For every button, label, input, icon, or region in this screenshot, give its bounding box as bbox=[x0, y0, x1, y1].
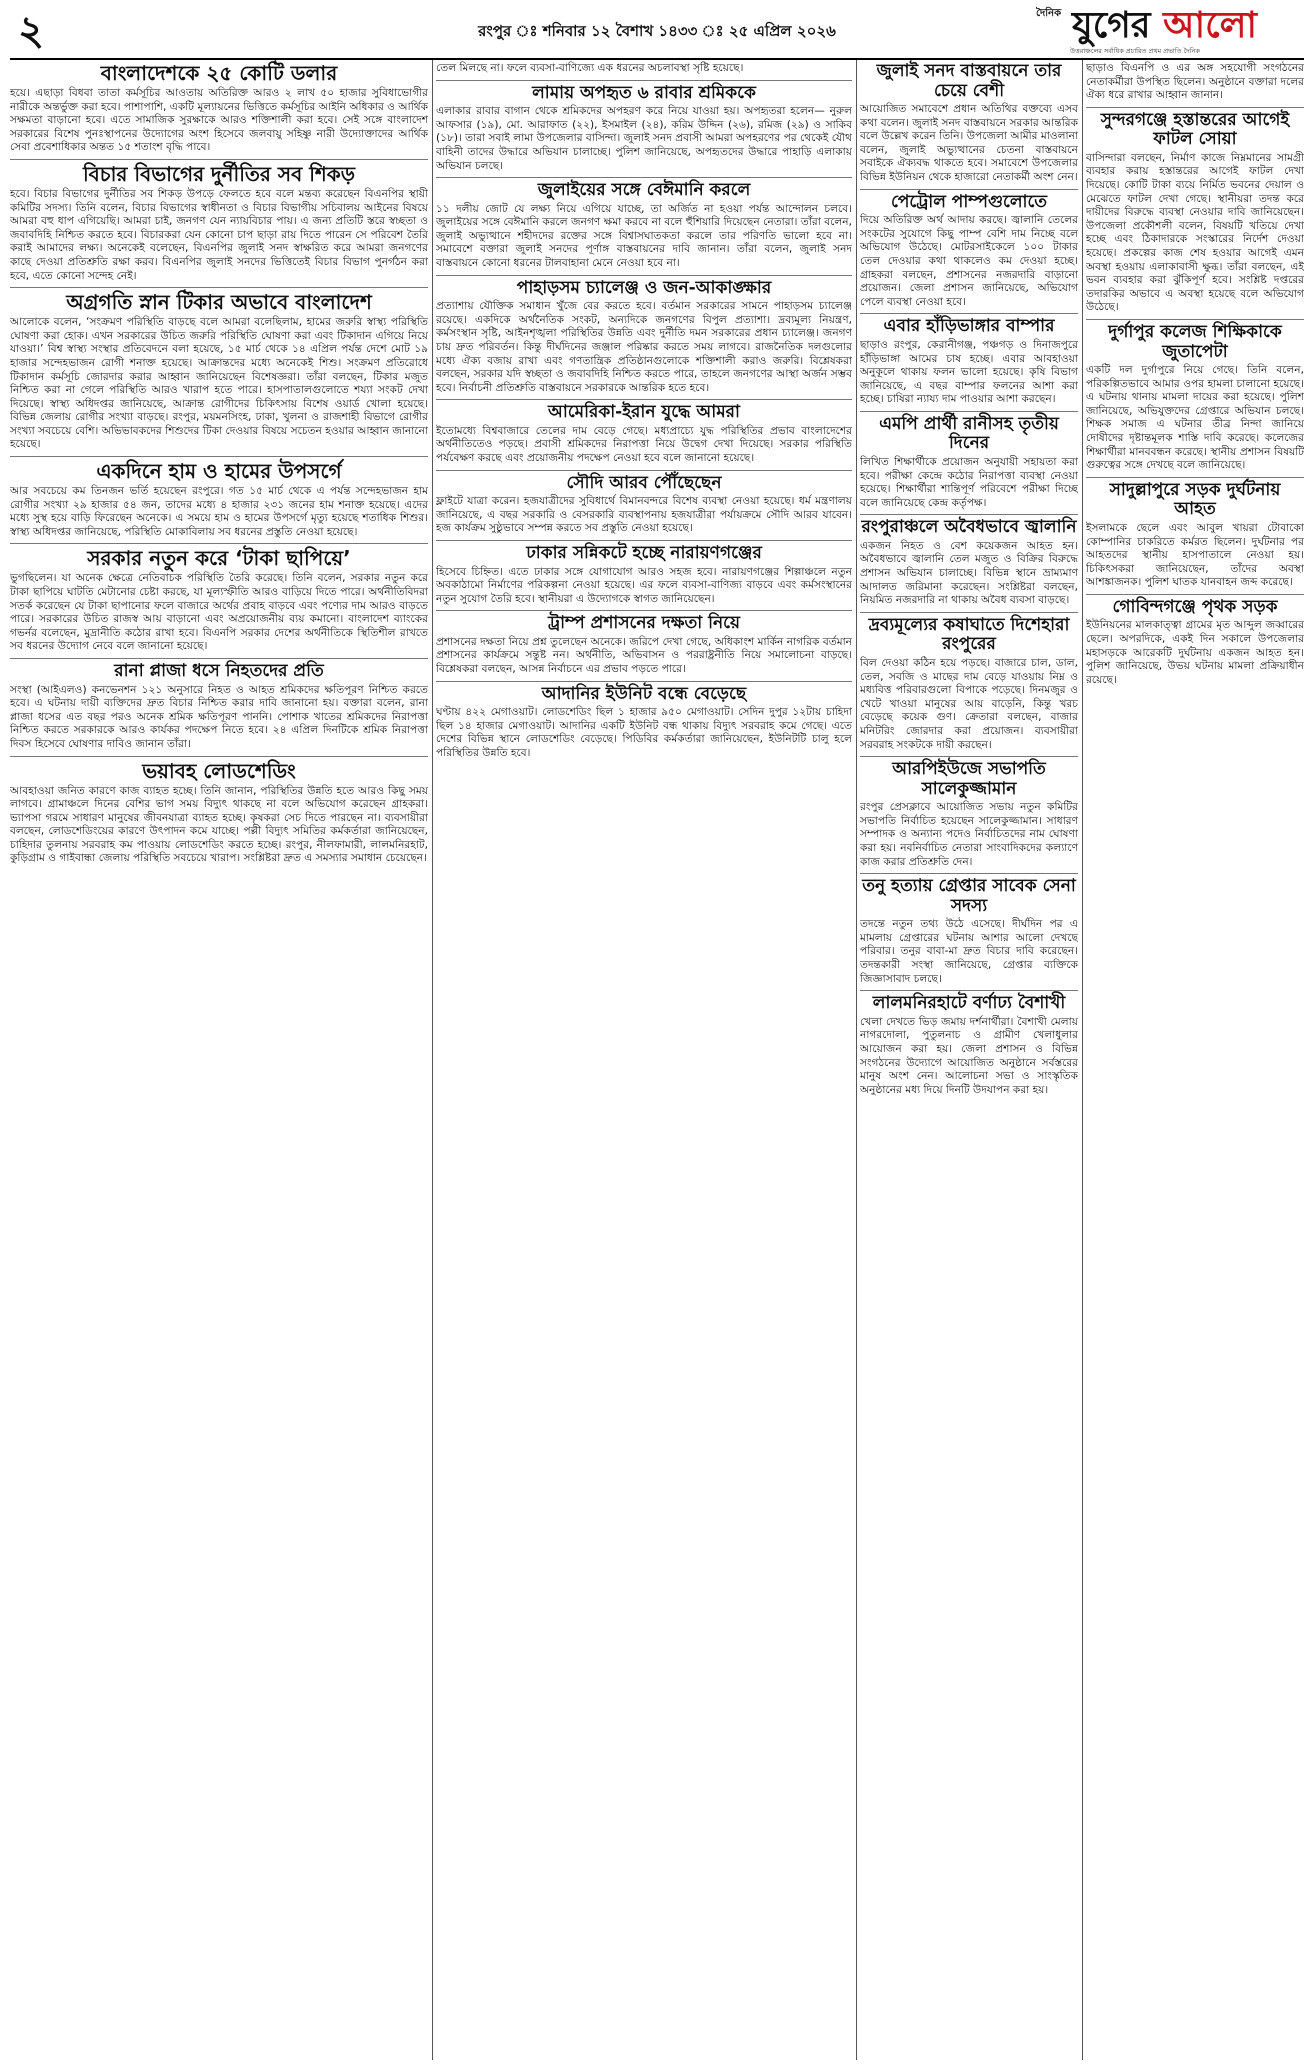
article bbox=[436, 610, 852, 676]
article-body: সংস্থা (আইএলও) কনভেনশন ১২১ অনুসারে নিহত ও আহত শ্রমিকদের ক্ষতিপূরণ নিশ্চিত করতে হবে। এ ঘটনায় দায়ী ব্যক্তিদের দ্রুত বিচার নিশ্চিত করার দাবি জানানো হয়। বক্তারা বলেন, রানা প্লাজা ধসের এত বছর পরও অনেক শ্রমিক ক্ষতিপূরণ পাননি। পোশাক খাতের শ্রমিকদের নিরাপত্তা নিশ্চিত করতে সরকারকে আরও কার্যকর পদক্ষেপ নিতে হবে। ২৪ এপ্রিল দিনটিকে শ্রমিক নিরাপত্তা দিবস হিসেবে ঘোষণার দাবিও জানান তাঁরা। bbox=[10, 683, 428, 750]
article-body: হয়ে। এছাড়া বিধবা তাতা কর্মসূচির আওতায় অতিরিক্ত আরও ২ লাখ ৫০ হাজার সুবিধাভোগীর নারীকে অন্তর্ভুক্ত করা হবে। পাশাপাশি, একটি মূল্যায়নের ভিত্তিতে কর্মসূচির আইনি অধিকার ও আর্থিক সক্ষমতা বাড়ানো হবে। এতে সামাজিক সুরক্ষাকে আরও শক্তিশালী করা হবে। সেই সঙ্গে বাংলাদেশ সরকারের বিশেষ পুনঃস্থাপনের উদ্যোগের অংশ হিসেবে জলবায়ু সহিষ্ণু নারী উদ্যোক্তাদের আর্থিক সেবা প্রবেশাধিকার অন্তত ১৫ শতাংশ বৃদ্ধি পাবে। bbox=[10, 87, 428, 154]
article-body: একটি দল দুর্গাপুরে নিয়ে গেছে। তিনি বলেন, পরিকল্পিতভাবে আমার ওপর হামলা চালানো হয়েছে। এ ঘটনায় থানায় মামলা দায়ের করা হয়েছে। পুলিশ জানিয়েছে, অভিযুক্তদের গ্রেপ্তারে অভিযান চলছে। শিক্ষক সমাজ এ ঘটনার তীব্র নিন্দা জানিয়ে দোষীদের দৃষ্টান্তমূলক শাস্তি দাবি করেছে। কলেজের শিক্ষার্থীরা মানববন্ধন করেছে। স্থানীয় প্রশাসন বিষয়টি গুরুত্বের সঙ্গে দেখছে বলে জানিয়েছে। bbox=[1086, 364, 1304, 472]
article-separator bbox=[860, 411, 1078, 412]
article bbox=[10, 456, 428, 539]
article-headline: সুন্দরগঞ্জে হস্তান্তরের আগেই ফাটল সোয়া bbox=[1100, 109, 1290, 150]
masthead-tagline: উত্তরাঞ্চলের সর্বাধিক প্রচারিত প্রথম প্রভাতি দৈনিক bbox=[1070, 47, 1200, 55]
article bbox=[1086, 319, 1304, 473]
article-headline: জুলাই সনদ বাস্তবায়নে তার চেয়ে বেশী bbox=[876, 61, 1062, 101]
article-separator bbox=[436, 681, 852, 682]
article-headline: আমেরিকা-ইরান যুদ্ধে আমরা bbox=[548, 402, 740, 423]
article-separator bbox=[10, 658, 428, 659]
article bbox=[860, 873, 1078, 986]
column-3b bbox=[1086, 60, 1304, 2060]
article-headline: আরপিইউজে সভাপতি সালেকুজ্জামান bbox=[892, 759, 1046, 799]
masthead-word-2: আলো bbox=[1163, 4, 1257, 46]
masthead-logo bbox=[1030, 6, 1300, 56]
article-headline: এমপি প্রার্থী রানীসহ তৃতীয় দিনের bbox=[879, 413, 1059, 454]
column-divider bbox=[856, 60, 857, 2060]
article bbox=[860, 313, 1078, 407]
article bbox=[436, 399, 852, 465]
article-headline: পেট্রোল পাম্পগুলোতে bbox=[890, 191, 1048, 212]
article-body: রংপুর প্রেসক্লাবে আয়োজিত সভায় নতুন কমিটির সভাপতি নির্বাচিত হয়েছেন সালেকুজ্জামান। সাধারণ সম্পাদক ও অন্যান্য পদেও নির্বাচিতদের নাম ঘোষণা করা হয়। নবনির্বাচিত নেতারা সাংবাদিকদের কল্যাণে কাজ করার প্রতিশ্রুতি দেন। bbox=[860, 801, 1078, 868]
page-number: ২ bbox=[18, 7, 45, 54]
article-headline: রানা প্লাজা ধসে নিহতদের প্রতি bbox=[114, 661, 324, 681]
article-separator bbox=[860, 990, 1078, 991]
article-separator bbox=[436, 275, 852, 276]
article bbox=[860, 62, 1078, 185]
article-headline: ট্রাম্প প্রশাসনের দক্ষতা নিয়ে bbox=[548, 613, 740, 634]
article bbox=[436, 470, 852, 536]
article bbox=[10, 62, 428, 155]
article bbox=[1086, 594, 1304, 688]
article-separator bbox=[436, 540, 852, 541]
article-body: একজন নিহত ও বেশ কয়েকজন আহত হন। অবৈধভাবে জ্বালানি তেল মজুত ও বিক্রির বিরুদ্ধে প্রশাসন অভিযান চালাচ্ছে। বিভিন্ন স্থানে ভ্রাম্যমাণ আদালত জরিমানা করেছেন। সংশ্লিষ্টরা বলছেন, নিয়মিত নজরদারি না থাকায় অবৈধ ব্যবসা বাড়ছে। bbox=[860, 539, 1078, 607]
article-separator bbox=[10, 543, 428, 544]
article-body: বাসিন্দারা বলছেন, নির্মাণ কাজে নিম্নমানের সামগ্রী ব্যবহার করায় হস্তান্তরের আগেই ফাটল দেখা দিয়েছে। কোটি টাকা ব্যয়ে নির্মিত ভবনের দেয়াল ও মেঝেতে ফাটল দেখা গেছে। স্থানীয়রা তদন্ত করে দায়ীদের বিরুদ্ধে ব্যবস্থা নেওয়ার দাবি জানিয়েছেন। উপজেলা প্রকৌশলী বলেন, বিষয়টি খতিয়ে দেখা হচ্ছে এবং ঠিকাদারকে সংস্কারের নির্দেশ দেওয়া হয়েছে। প্রকল্পের কাজ শেষ হওয়ার আগেই এমন অবস্থা হওয়ায় এলাকাবাসী ক্ষুব্ধ। তাঁরা বলছেন, এই ভবন ব্যবহার করা ঝুঁকিপূর্ণ হবে। সংশ্লিষ্ট দপ্তরের তদারকির অভাবে এ অবস্থা হয়েছে বলে অভিযোগ উঠেছে। bbox=[1086, 151, 1304, 314]
article-body: আর সবচেয়ে কম তিনজন ভর্তি হয়েছেন রংপুরে। গত ১৫ মার্চ থেকে এ পর্যন্ত সন্দেহভাজন হাম রোগীর সংখ্যা ২৯ হাজার ৫৪ জন, তাদের মধ্যে ৪ হাজার ২৩১ জনের হাম শনাক্ত হয়েছে। এদের মধ্যে সুস্থ হয়ে বাড়ি ফিরেছেন অনেকে। এ সময়ে হাম ও হামের উপসর্গে মৃত্যু হয়েছে শতাধিক শিশুর। স্বাস্থ্য অধিদপ্তর জানিয়েছে, পরিস্থিতি মোকাবিলায় সব ধরনের প্রস্তুতি নেওয়া হয়েছে। bbox=[10, 485, 428, 538]
article-headline: সৌদি আরব পৌঁছেছেন bbox=[566, 472, 722, 493]
article-body: লিখিত শিক্ষার্থীকে প্রয়োজন অনুযায়ী সহায়তা করা হবে। পরীক্ষা কেন্দ্রে কঠোর নিরাপত্তা ব্যবস্থা নেওয়া হয়েছে। শিক্ষার্থীরা শান্তিপূর্ণ পরিবেশে পরীক্ষা দিচ্ছে বলে জানিয়েছে কেন্দ্র কর্তৃপক্ষ। bbox=[860, 455, 1078, 509]
article-headline: ভয়াবহ লোডশেডিং bbox=[142, 758, 296, 783]
article-body: ইতোমধ্যে বিশ্ববাজারে তেলের দাম বেড়ে গেছে। মধ্যপ্রাচ্যে যুদ্ধ পরিস্থিতির প্রভাব বাংলাদেশের অর্থনীতিতেও পড়ছে। প্রবাসী শ্রমিকদের নিরাপত্তা নিয়ে উদ্বেগ দেখা দিয়েছে। সরকার পরিস্থিতি পর্যবেক্ষণ করছে এবং প্রয়োজনীয় পদক্ষেপ নেওয়া হবে বলে জানানো হয়েছে। bbox=[436, 424, 852, 465]
article-headline: সরকার নতুন করে ‘টাকা ছাপিয়ে’ bbox=[87, 546, 351, 571]
article-body: প্রশাসনের দক্ষতা নিয়ে প্রশ্ন তুলেছেন অনেকে। জরিপে দেখা গেছে, অধিকাংশ মার্কিন নাগরিক বর্তমান প্রশাসনের কার্যক্রমে সন্তুষ্ট নন। অর্থনীতি, অভিবাসন ও পররাষ্ট্রনীতি নিয়ে সমালোচনা বাড়ছে। বিশ্লেষকরা বলছেন, আসন্ন নির্বাচনে এর প্রভাব পড়তে পারে। bbox=[436, 635, 852, 676]
article bbox=[10, 756, 428, 867]
page-header bbox=[10, 6, 1304, 60]
article bbox=[436, 275, 852, 396]
article bbox=[860, 990, 1078, 1097]
article-headline: একদিনে হাম ও হামের উপসর্গে bbox=[96, 459, 342, 484]
article bbox=[10, 543, 428, 654]
article-headline: বাংলাদেশকে ২৫ কোটি ডলার bbox=[100, 61, 338, 85]
article-separator bbox=[860, 873, 1078, 874]
article-body: ১১ দলীয় জোট যে লক্ষ্য নিয়ে এগিয়ে যাচ্ছে, তা অর্জিত না হওয়া পর্যন্ত আন্দোলন চলবে। জুলাইয়ের সঙ্গে বেঈমানি করলে জনগণ ক্ষমা করবে না বলে হুঁশিয়ারি দিয়েছেন নেতারা। তাঁরা বলেন, জুলাই অভ্যুত্থানে শহীদদের রক্তের সঙ্গে বিশ্বাসঘাতকতা করলে তার পরিণতি ভালো হবে না। সমাবেশে বক্তারা জুলাই সনদের পূর্ণাঙ্গ বাস্তবায়নের দাবি জানান। তাঁরা বলেন, জুলাই সনদ বাস্তবায়নে কোনো ধরনের টালবাহানা মেনে নেওয়া হবে না। bbox=[436, 202, 852, 270]
article-body: ইসলামকে ছেলে এবং আবুল খায়রা টোবাকো কোম্পানির চাকরিতে কর্মরত ছিলেন। দুর্ঘটনার পর আহতদের স্থানীয় হাসপাতালে নেওয়া হয়। চিকিৎসকরা জানিয়েছেন, তাঁদের অবস্থা আশঙ্কাজনক। পুলিশ ঘাতক যানবাহন জব্দ করেছে। bbox=[1086, 521, 1304, 589]
article-separator bbox=[436, 80, 852, 81]
article-headline: অগ্রগতি স্নান টিকার অভাবে বাংলাদেশ bbox=[66, 290, 372, 315]
article-separator bbox=[860, 756, 1078, 757]
column-divider bbox=[432, 60, 433, 2060]
article-body: বিল দেওয়া কঠিন হয়ে পড়ছে। বাজারে চাল, ডাল, তেল, সবজি ও মাছের দাম বেড়ে যাওয়ায় নিম্ন ও মধ্যবিত্ত পরিবারগুলো বিপাকে পড়েছে। দিনমজুর ও খেটে খাওয়া মানুষের আয় বাড়েনি, কিন্তু খরচ বেড়েছে কয়েক গুণ। ক্রেতারা বলছেন, বাজার মনিটরিং জোরদার করা প্রয়োজন। ব্যবসায়ীরা সরবরাহ সংকটকে দায়ী করছেন। bbox=[860, 656, 1078, 751]
article-headline: ঢাকার সন্নিকটে হচ্ছে নারায়ণগঞ্জের bbox=[526, 542, 762, 563]
article-separator bbox=[436, 177, 852, 178]
article bbox=[436, 681, 852, 761]
article-body: প্রত্যাশায় যৌক্তিক সমাধান খুঁজে বের করতে হবে। বর্তমান সরকারের সামনে পাহাড়সম চ্যালেঞ্জ রয়েছে। একদিকে অর্থনৈতিক সংকট, অন্যদিকে জনগণের বিপুল প্রত্যাশা। দ্রব্যমূল্য নিয়ন্ত্রণ, কর্মসংস্থান সৃষ্টি, আইনশৃঙ্খলা পরিস্থিতির উন্নতি এবং দুর্নীতি দমন সরকারের প্রধান চ্যালেঞ্জ। জনগণ চায় দ্রুত পরিবর্তন। কিন্তু দীর্ঘদিনের জঞ্জাল পরিষ্কার করতে সময় লাগবে। রাজনৈতিক দলগুলোর মধ্যে ঐক্য বজায় রাখা এবং গণতান্ত্রিক প্রতিষ্ঠানগুলোকে শক্তিশালী করাও জরুরি। বিশ্লেষকরা বলছেন, সরকার যদি স্বচ্ছতা ও জবাবদিহি নিশ্চিত করতে পারে, তাহলে জনগণের আস্থা অর্জন সম্ভব হবে। নির্বাচনী প্রতিশ্রুতি বাস্তবায়নে সরকারকে আন্তরিক হতে হবে। bbox=[436, 300, 852, 394]
article bbox=[10, 287, 428, 452]
article-separator bbox=[1086, 477, 1304, 478]
article-headline: গোবিন্দগঞ্জে পৃথক সড়ক bbox=[1112, 596, 1278, 617]
article-body: দিয়ে অতিরিক্ত অর্থ আদায় করছে। জ্বালানি তেলের সংকটের সুযোগে কিছু পাম্প বেশি দাম নিচ্ছে বলে অভিযোগ উঠেছে। মোটরসাইকেলে ১০০ টাকার তেল দেওয়ার কথা থাকলেও কম দেওয়া হচ্ছে। গ্রাহকরা বলছেন, প্রশাসনের নজরদারি বাড়ানো প্রয়োজন। জেলা প্রশাসন জানিয়েছে, অভিযোগ পেলে ব্যবস্থা নেওয়া হবে। bbox=[860, 214, 1078, 308]
column-3 bbox=[860, 60, 1304, 2060]
article bbox=[1086, 62, 1304, 103]
masthead-prefix: দৈনিক bbox=[1036, 8, 1062, 19]
article bbox=[860, 514, 1078, 608]
article-headline: লামায় অপহৃত ৬ রাবার শ্রমিককে bbox=[532, 82, 756, 103]
article bbox=[860, 756, 1078, 869]
article-separator bbox=[436, 610, 852, 611]
article-body: তেল মিলছে না। ফলে ব্যবসা-বাণিজ্যে এক ধরনের অচলাবস্থা সৃষ্টি হয়েছে। bbox=[436, 62, 744, 74]
article bbox=[860, 411, 1078, 510]
article-separator bbox=[436, 399, 852, 400]
article-separator bbox=[436, 470, 852, 471]
column-1 bbox=[10, 60, 428, 2060]
article bbox=[436, 177, 852, 271]
article-body: ভুগছিলেন। যা অনেক ক্ষেত্রে নেতিবাচক পরিস্থিতি তৈরি করেছে। তিনি বলেন, সরকার নতুন করে টাকা ছাপিয়ে ঘাটতি মেটানোর চেষ্টা করছে, যা মূল্যস্ফীতি আরও বাড়িয়ে দিতে পারে। অর্থনীতিবিদরা সতর্ক করেছেন যে টাকা ছাপানোর ফলে বাজারে অর্থের প্রবাহ বাড়বে এবং পণ্যের দাম আরও বাড়তে পারে। সরকারের উচিত রাজস্ব আয় বাড়ানো এবং অপ্রয়োজনীয় ব্যয় কমানো। বাংলাদেশ ব্যাংকের গভর্নর বলেছেন, মুদ্রানীতি কঠোর রাখা হবে। বিএনপি সরকার দেশের অর্থনীতিকে স্থিতিশীল রাখতে সব ধরনের উদ্যোগ নেবে বলে জানানো হয়েছে। bbox=[10, 572, 428, 653]
article-separator bbox=[10, 287, 428, 288]
article bbox=[860, 612, 1078, 752]
masthead-word-1: যুগের bbox=[1072, 4, 1151, 46]
article-separator bbox=[1086, 594, 1304, 595]
masthead-title bbox=[1072, 4, 1257, 46]
columns-area bbox=[10, 60, 1304, 2060]
article-body: হিসেবে চিহ্নিত। এতে ঢাকার সঙ্গে যোগাযোগ আরও সহজ হবে। নারায়ণগঞ্জের শিল্পাঞ্চলে নতুন অবকাঠামো নির্মাণের পরিকল্পনা নেওয়া হয়েছে। এর ফলে ব্যবসা-বাণিজ্য বাড়বে এবং কর্মসংস্থানের নতুন সুযোগ তৈরি হবে। স্থানীয়রা এ উদ্যোগকে স্বাগত জানিয়েছেন। bbox=[436, 565, 852, 605]
article-body: আয়োজিত সমাবেশে প্রধান অতিথির বক্তব্যে এসব কথা বলেন। জুলাই সনদ বাস্তবায়নে সরকার আন্তরিক বলে উল্লেখ করেন তিনি। উপজেলা আমীর মাওলানা বলেন, জুলাই অভ্যুত্থানের চেতনা বাস্তবায়নে সবাইকে ঐক্যবদ্ধ থাকতে হবে। সমাবেশে উপজেলার বিভিন্ন ইউনিয়ন থেকে হাজারো নেতাকর্মী অংশ নেন। bbox=[860, 103, 1078, 184]
article-body: ছাড়াও বিএনপি ও এর অঙ্গ সহযোগী সংগঠনের নেতাকর্মীরা উপস্থিত ছিলেন। অনুষ্ঠানে বক্তারা দলের ঐক্য ধরে রাখার আহ্বান জানান। bbox=[1086, 62, 1304, 102]
article-body: ছাড়াও রংপুর, কেরানীগঞ্জ, পঞ্চগড় ও দিনাজপুরে হাঁড়িভাঙ্গা আমের চাষ হচ্ছে। এবার আবহাওয়া অনুকূলে থাকায় ফলন ভালো হয়েছে। কৃষি বিভাগ জানিয়েছে, এ বছর বাম্পার ফলনের আশা করা হচ্ছে। চাষিরা ন্যায্য দাম পাওয়ার আশা করছেন। bbox=[860, 338, 1078, 406]
article-headline: জুলাইয়ের সঙ্গে বেঈমানি করলে bbox=[537, 180, 751, 201]
column-3a bbox=[860, 60, 1078, 2060]
article-body: ইউনিয়নের মালকাত্ত্বা গ্রামের মৃত আব্দুল জব্বারের ছেলে। অপরদিকে, একই দিন সকালে উপজেলার মহাসড়কে আরেকটি দুর্ঘটনায় একজন আহত হন। পুলিশ জানিয়েছে, উভয় ঘটনায় মামলা প্রক্রিয়াধীন রয়েছে। bbox=[1086, 619, 1304, 686]
article-body: আলোকে বলেন, ‘সংক্রমণ পরিস্থিতি বাড়ছে বলে আমরা বলেছিলাম, হামের জরুরি স্বাস্থ্য পরিস্থিতি ঘোষণা করা হোক। এখন সরকারের উচিত জরুরি পরিস্থিতি ঘোষণা করা এবং টিকাদান এগিয়ে নিয়ে যাওয়া।’ বিশ্ব স্বাস্থ্য সংস্থার প্রতিবেদনে বলা হয়েছে, ১৫ মার্চ থেকে ১৪ এপ্রিল পর্যন্ত দেশে মোট ১৯ হাজার সন্দেহভাজন রোগী শনাক্ত হয়েছে। আক্রান্তদের মধ্যে অনেকেই শিশু। সংক্রমণ প্রতিরোধে টিকাদান কর্মসূচি জোরদার করার আহ্বান জানিয়েছেন বিশেষজ্ঞরা। তাঁরা বলছেন, টিকার মজুত নিশ্চিত করা না গেলে পরিস্থিতি আরও খারাপ হতে পারে। হাসপাতালগুলোতে শয্যা সংকট দেখা দিয়েছে। স্বাস্থ্য অধিদপ্তর জানিয়েছে, আক্রান্ত রোগীদের চিকিৎসায় বিশেষ ওয়ার্ড খোলা হয়েছে। বিভিন্ন জেলায় রোগীর সংখ্যা বাড়ছে। রংপুর, ময়মনসিংহ, ঢাকা, খুলনা ও রাজশাহী বিভাগে রোগীর সংখ্যা সবচেয়ে বেশি। অভিভাবকদের শিশুদের টিকা দেওয়ার বিষয়ে সচেতন হওয়ার আহ্বান জানানো হয়েছে। bbox=[10, 316, 428, 451]
article bbox=[10, 658, 428, 752]
article-headline: রংপুরাঞ্চলে অবৈধভাবে জ্বালানি bbox=[861, 517, 1077, 538]
article bbox=[436, 540, 852, 606]
article-body: ঘণ্টায় ৪২২ মেগাওয়াট। লোডশেডিং ছিল ১ হাজার ৯৫০ মেগাওয়াট। সেদিন দুপুর ১২টায় চাহিদা ছিল ১৪ হাজার মেগাওয়াট। আদানির একটি ইউনিট বন্ধ থাকায় বিদ্যুৎ সরবরাহ কমে গেছে। এতে দেশের বিভিন্ন স্থানে লোডশেডিং বেড়েছে। পিডিবির কর্মকর্তারা জানিয়েছেন, ইউনিটটি চালু হলে পরিস্থিতির উন্নতি হবে। bbox=[436, 706, 852, 759]
article-separator bbox=[10, 456, 428, 457]
article-headline: পাহাড়সম চ্যালেঞ্জ ও জন-আকাঙ্ক্ষার bbox=[516, 277, 772, 298]
article bbox=[436, 80, 852, 174]
article-body: খেলা দেখতে ভিড় জমায় দর্শনার্থীরা। বৈশাখী মেলায় নাগরদোলা, পুতুলনাচ ও গ্রামীণ খেলাধুলার আয়োজন করা হয়। জেলা প্রশাসন ও বিভিন্ন সংগঠনের উদ্যোগে আয়োজিত অনুষ্ঠানে সর্বস্তরের মানুষ অংশ নেন। আলোচনা সভা ও সাংস্কৃতিক অনুষ্ঠানের মধ্য দিয়ে দিনটি উদযাপন করা হয়। bbox=[860, 1015, 1078, 1096]
article-body: ফ্লাইটে যাত্রা করেন। হজযাত্রীদের সুবিধার্থে বিমানবন্দরে বিশেষ ব্যবস্থা নেওয়া হয়েছে। ধর্ম মন্ত্রণালয় জানিয়েছে, এ বছর সরকারি ও বেসরকারি ব্যবস্থাপনায় হজযাত্রীরা পর্যায়ক্রমে সৌদি আরব যাবেন। হজ কার্যক্রম সুষ্ঠুভাবে সম্পন্ন করতে সব প্রস্তুতি নেওয়া হয়েছে। bbox=[436, 495, 852, 535]
article bbox=[1086, 477, 1304, 590]
dateline: রংপুর ঃ শনিবার ১২ বৈশাখ ১৪৩৩ ঃ ২৫ এপ্রিল ২০২৬ bbox=[478, 22, 836, 40]
article-headline: দ্রব্যমূল্যের কষাঘাতে দিশেহারা রংপুরের bbox=[868, 614, 1070, 655]
article-separator bbox=[860, 514, 1078, 515]
article-separator bbox=[10, 159, 428, 160]
column-divider bbox=[1082, 60, 1083, 2060]
article-headline: এবার হাঁড়িভাঙ্গার বাম্পার bbox=[883, 316, 1055, 337]
article bbox=[860, 189, 1078, 310]
article-separator bbox=[860, 612, 1078, 613]
article-body: এলাকার রাবার বাগান থেকে শ্রমিকদের অপহরণ করে নিয়ে যাওয়া হয়। অপহৃতরা হলেন— নুরুল আফসার (১৯), মো. আরাফাত (২২), ইসমাইল (২৪), করিম উদ্দিন (২৬), রমিজ (২৯) ও সাকিব (১৮)। তারা সবাই লামা উপজেলার বাসিন্দা। জুলাই সনদ প্রবাসী আমরা অপহরণের পর থেকেই যৌথ বাহিনী তাদের উদ্ধারে অভিযান চালাচ্ছে। পুলিশ জানিয়েছে, অপহৃতদের উদ্ধারে পাহাড়ি এলাকায় অভিযান চলছে। bbox=[436, 105, 852, 172]
article bbox=[1086, 107, 1304, 315]
article bbox=[436, 62, 852, 76]
article-separator bbox=[860, 313, 1078, 314]
article-separator bbox=[1086, 107, 1304, 108]
article-body: আবহাওয়া জনিত কারণে কাজ ব্যাহত হচ্ছে। তিনি জানান, পরিস্থিতির উন্নতি হতে আরও কিছু সময় লাগবে। গ্রামাঞ্চলে দিনের বেশির ভাগ সময় বিদ্যুৎ থাকছে না বলে অভিযোগ করেছেন গ্রাহকরা। ভ্যাপসা গরমে সাধারণ মানুষের জীবনযাত্রা ব্যাহত হচ্ছে। কৃষকরা সেচ দিতে পারছেন না। ব্যবসায়ীরা বলছেন, লোডশেডিংয়ের কারণে উৎপাদন কমে যাচ্ছে। পল্লী বিদ্যুৎ সমিতির কর্মকর্তারা জানিয়েছেন, চাহিদার তুলনায় সরবরাহ কম পাওয়ায় লোডশেডিং করতে হচ্ছে। রংপুর, নীলফামারী, লালমনিরহাট, কুড়িগ্রাম ও গাইবান্ধা জেলায় পরিস্থিতি সবচেয়ে খারাপ। সংশ্লিষ্টরা দ্রুত এ সমস্যার সমাধান চেয়েছেন। bbox=[10, 784, 428, 865]
article-body: তদন্তে নতুন তথ্য উঠে এসেছে। দীর্ঘদিন পর এ মামলায় গ্রেপ্তারের ঘটনায় আশার আলো দেখছে পরিবার। তনুর বাবা-মা দ্রুত বিচার দাবি করেছেন। তদন্তকারী সংস্থা জানিয়েছে, গ্রেপ্তার ব্যক্তিকে জিজ্ঞাসাবাদ চলছে। bbox=[860, 918, 1078, 985]
article-separator bbox=[10, 756, 428, 757]
article-separator bbox=[860, 189, 1078, 190]
article-headline: বিচার বিভাগের দুর্নীতির সব শিকড় bbox=[82, 161, 356, 186]
article-body: হবে। বিচার বিভাগের দুর্নীতির সব শিকড় উপড়ে ফেলতে হবে বলে মন্তব্য করেছেন বিএনপির স্থায়ী কমিটির সদস্য। তিনি বলেন, বিচার বিভাগের স্বাধীনতা ও বিচার বিভাগীয় সচিবালয় আইনের বিষয়ে আমরা বহু ধাপ এগিয়েছি। আমরা চাই, জনগণ যেন ন্যায়বিচার পায়। এ জন্য প্রতিটি স্তরে স্বচ্ছতা ও জবাবদিহি নিশ্চিত করতে হবে। বিচারকরা যেন কোনো চাপ ছাড়া রায় দিতে পারেন সে পরিবেশ তৈরি করাই আমাদের লক্ষ্য। অনেকেই বলেছেন, বিএনপির জুলাই সনদ স্বাক্ষরিত করে আমরা জনগণের কাছে দেওয়া প্রতিশ্রুতি রক্ষা করব। বিএনপির জুলাই সনদের ভিত্তিতেই বিচার বিভাগ পুনর্গঠন করা হবে, এতে কোনো সন্দেহ নেই। bbox=[10, 187, 428, 282]
article-headline: আদানির ইউনিট বন্ধে বেড়েছে bbox=[541, 683, 747, 704]
article-separator bbox=[1086, 319, 1304, 320]
article bbox=[10, 159, 428, 283]
article-headline: লালমনিরহাটে বর্ণাঢ্য বৈশাখী bbox=[872, 993, 1066, 1014]
article-headline: তনু হত্যায় গ্রেপ্তার সাবেক সেনা সদস্য bbox=[862, 876, 1076, 916]
column-2 bbox=[436, 60, 852, 2060]
article-headline: দুর্গাপুর কলেজ শিক্ষিকাকে জুতাপেটা bbox=[1108, 322, 1282, 362]
article-headline: সাদুল্লাপুরে সড়ক দুর্ঘটনায় আহত bbox=[1109, 479, 1281, 520]
